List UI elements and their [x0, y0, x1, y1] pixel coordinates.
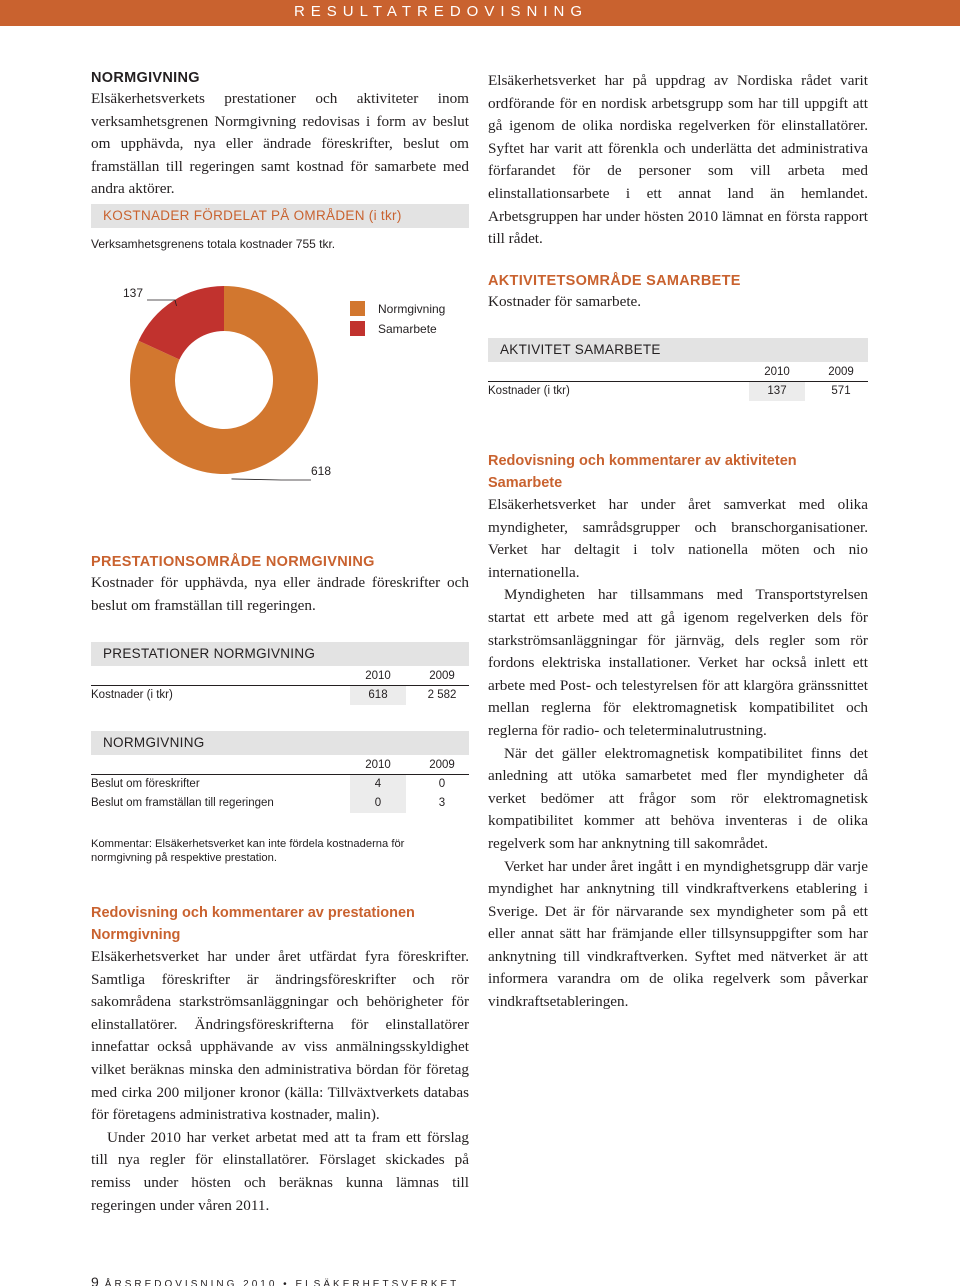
- page-number: 9: [91, 1274, 99, 1286]
- table-row: [488, 382, 868, 401]
- prestationer-table-header: [91, 666, 469, 686]
- table-row: [91, 686, 469, 705]
- left-redovisning-paragraph-2: Under 2010 har verket arbetat med att ta fram ett förslag till nya regler för elinstallatörer. Förslaget skickades på remiss under hösten och beräknas kunna lämnas till regeringen under våren 2011.: [91, 1128, 469, 1214]
- row-value-2009: 0: [438, 778, 446, 790]
- row-value-2009: 3: [438, 797, 446, 809]
- normgivning-text: Elsäkerhetsverkets prestationer och aktiviteter inom verksamhetsgrenen Normgivning redovisas i form av beslut om upphävda, nya eller ändrade föreskrifter, beslut om framställan till regeringen samt kostnad för samarbete med andra aktörer.: [91, 90, 469, 198]
- aktivitetsomrade-section: [488, 273, 868, 314]
- right-redovisning-heading-2: Samarbete: [488, 475, 563, 491]
- col-2010: 2010: [365, 759, 391, 771]
- normgivning-heading: NORMGIVNING: [91, 70, 200, 86]
- donut-label-normgivning: 618: [311, 464, 332, 478]
- donut-label-normgivning-leader-line: [231, 479, 311, 480]
- left-redovisning-heading-2: Normgivning: [91, 927, 181, 943]
- row-value-2009: 571: [831, 385, 851, 397]
- prestationsomrade-heading: PRESTATIONSOMRÅDE NORMGIVNING: [91, 554, 375, 570]
- row-value-2010: 0: [350, 794, 406, 813]
- samarbete-table-title: AKTIVITET SAMARBETE: [488, 338, 868, 362]
- left-redovisning-paragraph-1: Elsäkerhetsverket har under året utfärdat fyra föreskrifter. Samtliga föreskrifter är ändringsföreskrifter och rör sakområdena starkströmsanläggningar och behörigheter för elinstallatörer. Ändringsföreskrifterna för elinstallatörer innefattar också upphävande av viss anmälningsskyldighet vilket beräknas minska den administrativa bördan för företag med cirka 200 miljoner kronor (källa: Tillväxtverkets databas för företagens administrativa kostnader, malin).: [91, 948, 469, 1124]
- row-value-2010: 4: [350, 775, 406, 794]
- running-header-bar: [0, 0, 960, 26]
- left-redovisning-section: [91, 902, 469, 1217]
- right-paragraph-2: Myndigheten har tillsammans med Transportstyrelsen startat ett arbete med att gå igenom regelverken dels för starkströmsanläggningar för järnväg, dels regler som rör fordons elektriska installationer. Verket har också inlett ett arbete med Post- och telestyrelsen för att klargöra gränssnittet mellan reglerna för elektromagnetisk kompatibilitet och reglerna för radio- och teleterminalutrustning.: [488, 586, 868, 739]
- total-cost-note: Verksamhetsgrenens totala kostnader 755 tkr.: [91, 237, 336, 251]
- right-intro-text: Elsäkerhetsverket har på uppdrag av Nordiska rådet varit ordförande för en nordisk arbetsgrupp som har till uppgift att gå igenom de olika nordiska regelverken för elinstallatörer. Syftet har varit att förenkla och underlätta det administrativa förfarandet för de personer som vill arbeta med elinstallationsarbete i ett annat land än hemlandet. Arbetsgruppen har under hösten 2010 lämnat en första rapport till rådet.: [488, 72, 868, 248]
- cost-distribution-bar: KOSTNADER FÖRDELAT PÅ OMRÅDEN (i tkr): [91, 204, 469, 228]
- row-value-2010: 137: [749, 382, 805, 401]
- page-footer: [91, 1274, 459, 1286]
- cost-donut-chart: [91, 262, 469, 492]
- legend-label-samarbete: Samarbete: [378, 322, 437, 336]
- table-row: [91, 775, 469, 794]
- right-paragraph-3: När det gäller elektromagnetisk kompatibilitet finns det anledning att utöka samarbetet med fler myndigheter då verket bedömer att frågor som rör elektromagnetisk kompatibilitet kommer att behöva inventeras i de olika regelverk som har anknytning till sakområdet.: [488, 744, 868, 852]
- aktivitetsomrade-heading: AKTIVITETSOMRÅDE SAMARBETE: [488, 273, 741, 289]
- right-paragraph-4: Verket har under året ingått i en myndighetsgrupp där varje myndighet har anknytning till vindkraftverkens etablering i Sverige. Det är för närvarande sex myndigheter som på ett eller annat sätt har främjande eller tillsynsuppgifter som har anknytning till vindkraftverken. Syftet med nätverket är att informera varandra om de olika regelverk som påverkar vindkraftsetableringen.: [488, 857, 868, 1011]
- aktivitetsomrade-text: Kostnader för samarbete.: [488, 293, 642, 310]
- prestationer-table-title: PRESTATIONER NORMGIVNING: [91, 642, 469, 666]
- left-redovisning-heading-1: Redovisning och kommentarer av prestationen: [91, 905, 415, 921]
- row-label: Kostnader (i tkr): [488, 385, 570, 397]
- left-intro: [91, 70, 469, 201]
- row-label: Beslut om föreskrifter: [91, 778, 200, 790]
- right-redovisning-section: [488, 450, 868, 1014]
- row-value-2009: 2 582: [427, 689, 457, 701]
- prestationsomrade-section: [91, 554, 469, 617]
- col-2010: 2010: [764, 366, 790, 378]
- prestationsomrade-text: Kostnader för upphävda, nya eller ändrade föreskrifter och beslut om framställan till regeringen.: [91, 574, 469, 614]
- col-2009: 2009: [429, 670, 455, 682]
- publication-name: ÅRSREDOVISNING 2010 • ELSÄKERHETSVERKET: [104, 1279, 460, 1286]
- right-paragraph-1: Elsäkerhetsverket har under året samverkat med olika myndigheter, samrådsgrupper och branschorganisationer. Verket har deltagit i tolv nationella möten och nio internationella.: [488, 496, 868, 581]
- col-2009: 2009: [429, 759, 455, 771]
- right-redovisning-heading-1: Redovisning och kommentarer av aktiviteten: [488, 453, 797, 469]
- col-2009: 2009: [828, 366, 854, 378]
- donut-label-samarbete: 137: [122, 286, 143, 300]
- samarbete-table: [488, 338, 868, 401]
- samarbete-table-header: [488, 362, 868, 382]
- running-header-title: RESULTATREDOVISNING: [293, 3, 588, 20]
- legend-swatch-normgivning: [350, 301, 365, 316]
- row-value-2010: 618: [350, 686, 406, 705]
- legend-swatch-samarbete: [350, 321, 365, 336]
- row-label: Beslut om framställan till regeringen: [91, 797, 274, 809]
- legend-label-normgivning: Normgivning: [378, 302, 446, 316]
- table-row: [91, 794, 469, 813]
- col-2010: 2010: [365, 670, 391, 682]
- prestationer-table: [91, 642, 469, 705]
- normgivning-table-title: NORMGIVNING: [91, 731, 469, 755]
- normgivning-table: [91, 731, 469, 813]
- normgivning-table-header: [91, 755, 469, 775]
- row-label: Kostnader (i tkr): [91, 689, 173, 701]
- kommentar-note: Kommentar: Elsäkerhetsverket kan inte fördela kostnaderna för normgivning på respektive prestation.: [91, 838, 405, 864]
